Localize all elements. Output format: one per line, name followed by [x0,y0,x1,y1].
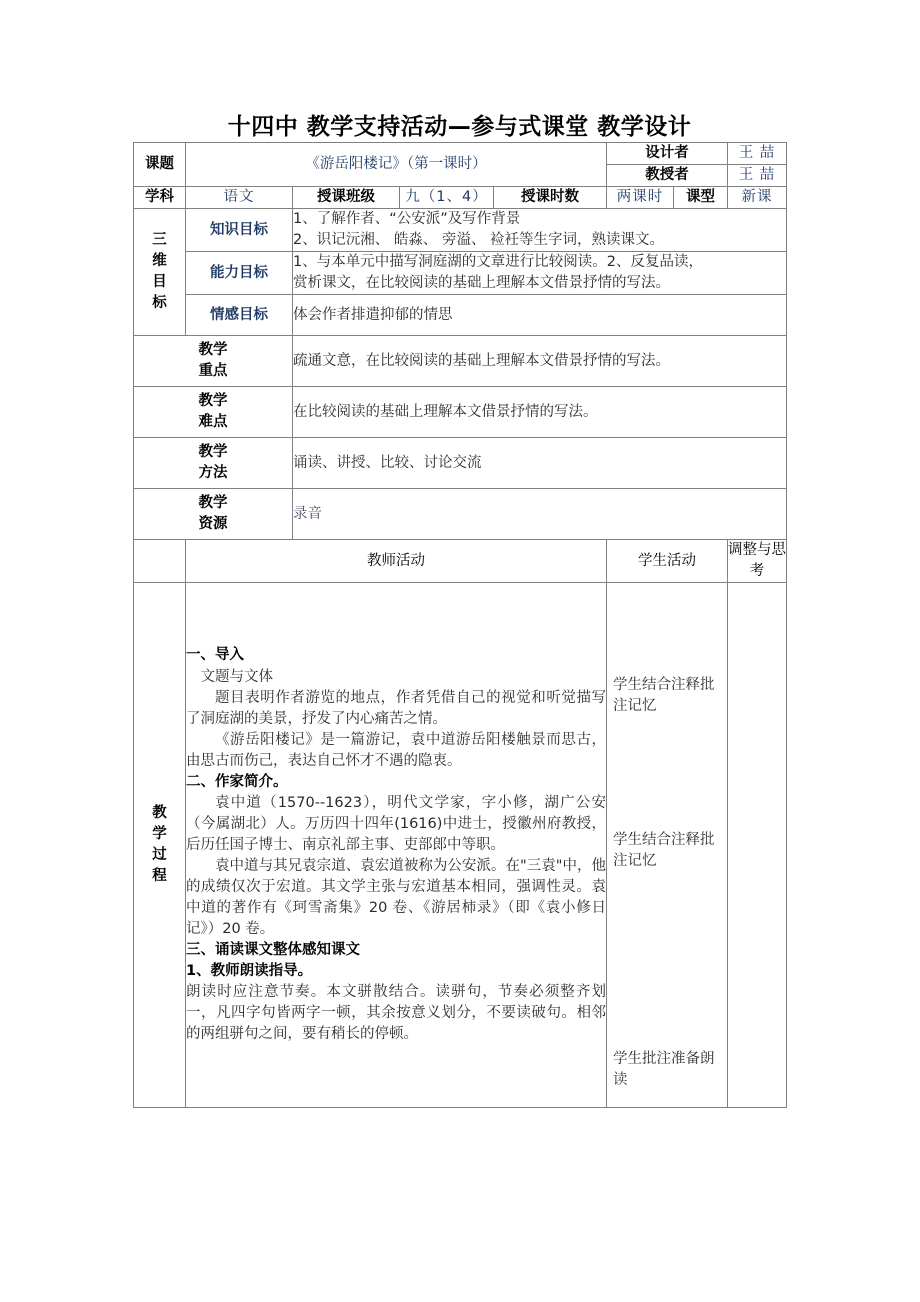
table-row-methods [134,438,787,489]
teacher-value: 王 喆 [728,165,787,187]
ability-goal-label: 能力目标 [186,252,293,295]
student-activity-content [607,583,728,1108]
heading-author-bio: 二、作家简介。 [186,773,288,790]
key-points-text: 疏通文意，在比较阅读的基础上理解本文借景抒情的写法。 [293,336,787,387]
resources-text: 录音 [293,489,787,540]
ability-goal-text: 1、与本单元中描写洞庭湖的文章进行比较阅读。2、反复品读， 赏析课文，在比较阅读的基础上理解本文借景抒情的写法。 [293,252,787,295]
paragraph-author-1: 袁中道（1570--1623），明代文学家，字小修，湖广公安（今属湖北）人。万历四十四年(1616)中进士，授徽州府教授，后历任国子博士、南京礼部主事、吏部郎中等职。 [186,794,606,853]
class-value: 九（1、4） [400,187,494,209]
resources-label: 教学 资源 [134,489,293,540]
heading-intro: 一、导入 [186,647,244,664]
page-title: 十四中 教学支持活动—参与式课堂 教学设计 [227,114,692,140]
designer-label: 设计者 [607,143,728,165]
knowledge-goal-label: 知识目标 [186,209,293,252]
methods-text: 诵读、讲授、比较、讨论交流 [293,438,787,489]
periods-label: 授课时数 [494,187,607,209]
teacher-activity-header: 教师活动 [186,540,607,583]
type-label: 课型 [674,187,728,209]
table-row-activity-header [134,540,787,583]
teacher-label: 教授者 [607,165,728,187]
table-row-emotion-goal [134,295,787,336]
student-note-1: 学生结合注释批注记忆 [613,677,715,715]
class-label: 授课班级 [293,187,400,209]
periods-value: 两课时 [607,187,674,209]
difficulties-label: 教学 难点 [134,387,293,438]
table-row-key-points [134,336,787,387]
paragraph-reading-guidance: 朗读时应注意节奏。本文骈散结合。读骈句，节奏必须整齐划一，凡四字句皆两字一顿，其余按意义划分，不要读破句。相邻的两组骈句之间，要有稍长的停顿。 [186,983,606,1042]
designer-value: 王 喆 [728,143,787,165]
lesson-plan-table [133,142,787,1108]
heading-reading: 三、诵读课文整体感知课文 [186,941,360,958]
paragraph-intro-1: 题目表明作者游览的地点，作者凭借自己的视觉和听觉描写了洞庭湖的美景，抒发了内心痛苦之情。 [186,689,606,727]
table-row-difficulties [134,387,787,438]
table-row-ability-goal [134,252,787,295]
topic-label: 课题 [134,143,186,187]
heading-reading-guidance: 1、教师朗读指导。 [186,962,313,979]
three-dim-goals-label: 三 维 目 标 [134,209,186,336]
difficulties-text: 在比较阅读的基础上理解本文借景抒情的写法。 [293,387,787,438]
student-note-2: 学生结合注释批注记忆 [613,832,715,870]
emotion-goal-text: 体会作者排遣抑郁的情思 [293,295,787,336]
teaching-process-label: 教 学 过 程 [134,583,186,1108]
topic-value: 《游岳阳楼记》（第一课时） [186,143,607,187]
table-row-process [134,583,787,1108]
knowledge-goal-text: 1、了解作者、“公安派”及写作背景 2、识记沅湘、 皓淼、 旁溢、 裣衽等生字词，熟读课文。 [293,209,787,252]
subject-value: 语文 [186,187,293,209]
student-note-3: 学生批注准备朗读 [613,1051,715,1089]
paragraph-author-2: 袁中道与其兄袁宗道、袁宏道被称为公安派。在"三袁"中，他的成绩仅次于宏道。其文学主张与宏道基本相同，强调性灵。袁中道的著作有《珂雪斋集》20 卷、《游居柿录》（即《袁小修日记》）20 卷。 [186,857,606,937]
paragraph-intro-2: 《游岳阳楼记》是一篇游记，袁中道游岳阳楼触景而思古，由思古而伤己，表达自己怀才不遇的隐衷。 [186,731,606,769]
adjust-content [728,583,787,1108]
table-row-knowledge-goal [134,209,787,252]
adjust-header: 调整与思考 [728,540,787,583]
type-value: 新课 [728,187,787,209]
student-activity-header: 学生活动 [607,540,728,583]
subheading-topic-genre: 文题与文体 [200,668,273,685]
table-row-resources [134,489,787,540]
table-row-topic-designer [134,143,787,165]
teacher-activity-content [186,583,607,1108]
key-points-label: 教学 重点 [134,336,293,387]
subject-label: 学科 [134,187,186,209]
methods-label: 教学 方法 [134,438,293,489]
table-row-subject [134,187,787,209]
activity-header-spacer [134,540,186,583]
emotion-goal-label: 情感目标 [186,295,293,336]
